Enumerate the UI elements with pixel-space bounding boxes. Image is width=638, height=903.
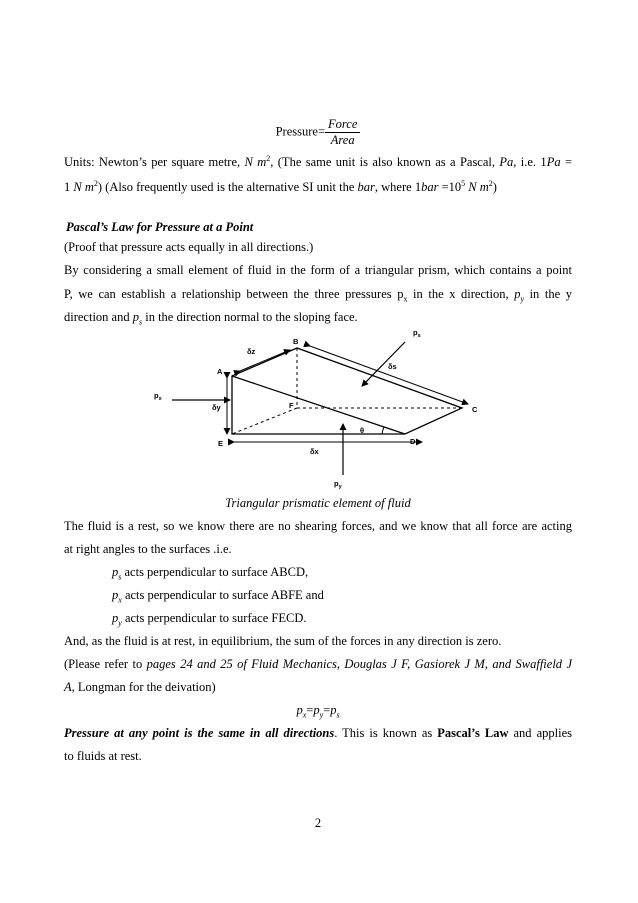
figure-caption: Triangular prismatic element of fluid bbox=[225, 496, 411, 510]
proof-note: (Proof that pressure acts equally in all directions.) bbox=[64, 240, 314, 254]
label-theta: θ bbox=[360, 426, 365, 435]
formula-lhs: Pressure= bbox=[275, 124, 325, 139]
conclusion-line-2: to fluids at rest. bbox=[64, 749, 142, 763]
edge-AD bbox=[232, 376, 405, 434]
label-px: $p_x$ bbox=[154, 391, 162, 402]
para1-line-3: direction and $p_s$ in the direction normal to the sloping face. bbox=[64, 310, 358, 327]
label-dy: δy bbox=[212, 403, 221, 412]
list-item: $p_s$ acts perpendicular to surface ABCD, bbox=[112, 565, 309, 582]
label-A: A bbox=[217, 367, 223, 376]
list-item: $p_y$ acts perpendicular to surface FECD. bbox=[112, 611, 307, 628]
prism-diagram bbox=[150, 328, 495, 493]
prism-outline bbox=[232, 348, 462, 434]
para2-line-1: The fluid is a rest, so we know there are no shearing forces, and we know that all force are acting bbox=[64, 519, 572, 533]
conclusion-line-1: Pressure at any point is the same in all directions. This is known as Pascal’s Law and applies bbox=[64, 726, 572, 740]
label-dz: δz bbox=[247, 347, 256, 356]
section-heading: Pascal’s Law for Pressure at a Point bbox=[66, 220, 254, 234]
units-line-2: 1 N $m^2$) (Also frequently used is the alternative SI unit the bar, where $1bar =10^5$ N $m^2$) bbox=[64, 178, 497, 194]
para1-line-2: P, we can establish a relationship between the three pressures $p_x$ in the x direction, $p_y$ in the y bbox=[64, 287, 573, 304]
label-ps: $p_s$ bbox=[413, 328, 421, 339]
label-D: D bbox=[410, 437, 416, 446]
label-C: C bbox=[472, 405, 478, 414]
ds-arrow bbox=[310, 346, 468, 404]
reference-line-2: A, Longman for the deivation) bbox=[64, 680, 216, 694]
formula-numerator: Force bbox=[325, 117, 360, 133]
label-E: E bbox=[218, 439, 224, 448]
equation: $p_x=p_y=p_s$ bbox=[296, 703, 340, 720]
units-line-1: Units: Newton’s per square metre, N $m^2$, (The same unit is also known as a Pascal, Pa, i.e. 1Pa = bbox=[64, 153, 573, 169]
label-B: B bbox=[293, 337, 299, 346]
reference-line-1: (Please refer to pages 24 and 25 of Fluid Mechanics, Douglas J F, Gasiorek J M, and Swaffield J bbox=[64, 657, 572, 671]
para1-line-1: By considering a small element of fluid in the form of a triangular prism, which contains a point bbox=[64, 263, 572, 277]
pressure-formula bbox=[64, 117, 572, 148]
label-py: $p_y$ bbox=[334, 479, 342, 490]
label-F: F bbox=[289, 401, 294, 410]
para3: And, as the fluid is at rest, in equilibrium, the sum of the forces in any direction is zero. bbox=[64, 634, 502, 648]
label-ds: δs bbox=[388, 362, 397, 371]
page-number: 2 bbox=[314, 816, 322, 830]
edge-FE bbox=[232, 408, 297, 434]
theta-arc bbox=[382, 427, 384, 434]
list-item: $p_x$ acts perpendicular to surface ABFE and bbox=[112, 588, 324, 605]
formula-denominator: Area bbox=[330, 133, 355, 147]
label-dx: δx bbox=[310, 447, 319, 456]
para2-line-2: at right angles to the surfaces .i.e. bbox=[64, 542, 232, 556]
formula-fraction bbox=[325, 117, 360, 148]
